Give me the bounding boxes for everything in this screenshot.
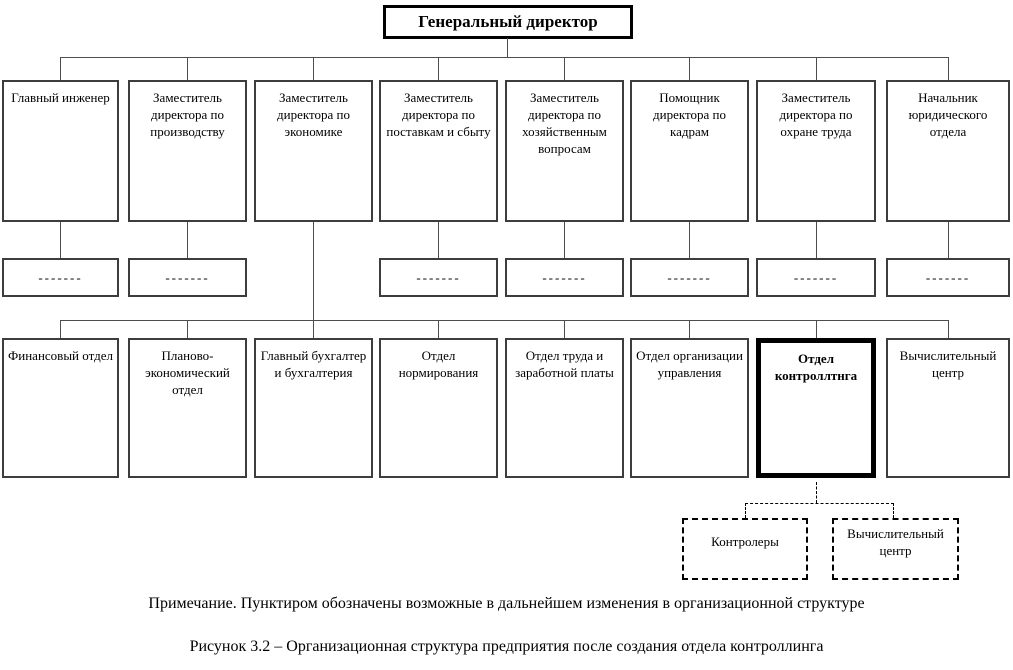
node-label: Отдел организации управления	[636, 348, 743, 381]
node-label: Отдел контроллтнга	[774, 351, 858, 384]
node-management-org-dept	[630, 338, 749, 478]
node-planning-economics-dept	[128, 338, 247, 478]
connector	[313, 57, 314, 80]
connector	[816, 320, 817, 338]
node-label: Отдел труда и заработной платы	[515, 348, 614, 381]
node-label: Заместитель директора по хозяйственным вопросам	[522, 90, 607, 157]
node-finance-dept	[2, 338, 119, 478]
placeholder-label: -------	[38, 269, 83, 285]
node-label: Заместитель директора по поставкам и сбыту	[386, 90, 491, 140]
placeholder-label: -------	[165, 269, 210, 285]
node-planned-controllers	[682, 518, 808, 580]
connector	[60, 320, 61, 338]
connector	[60, 320, 948, 321]
node-planned-computing-center	[832, 518, 959, 580]
connector	[689, 222, 690, 258]
node-general-director	[383, 5, 633, 39]
node-deputy-economics	[254, 80, 373, 222]
dashed-connector	[745, 503, 894, 504]
placeholder-box	[505, 258, 624, 297]
node-label: Отдел нормирования	[398, 348, 479, 381]
node-label: Помощник директора по кадрам	[653, 90, 726, 140]
dashed-connector	[816, 482, 817, 503]
connector	[313, 320, 314, 338]
connector	[438, 320, 439, 338]
placeholder-box	[630, 258, 749, 297]
node-label: Финансовый отдел	[8, 348, 113, 363]
connector	[187, 222, 188, 258]
connector	[60, 57, 948, 58]
node-label: Контролеры	[711, 534, 779, 549]
dashed-connector	[745, 503, 746, 518]
placeholder-box	[756, 258, 876, 297]
node-label: Главный бухгалтер и бухгалтерия	[260, 348, 367, 381]
node-assistant-hr	[630, 80, 749, 222]
node-chief-accountant	[254, 338, 373, 478]
connector	[689, 57, 690, 80]
node-head-legal	[886, 80, 1010, 222]
node-label: Вычислительный центр	[899, 348, 997, 381]
node-label: Планово-экономический отдел	[145, 348, 230, 398]
connector	[816, 222, 817, 258]
node-chief-engineer	[2, 80, 119, 222]
placeholder-label: -------	[667, 269, 712, 285]
placeholder-label: -------	[925, 269, 971, 285]
connector	[313, 222, 314, 320]
placeholder-label: -------	[416, 269, 461, 285]
node-label: Заместитель директора по экономике	[277, 90, 350, 140]
placeholder-label: -------	[542, 269, 587, 285]
node-deputy-labor-safety	[756, 80, 876, 222]
connector	[438, 57, 439, 80]
footnote: Примечание. Пунктиром обозначены возможные в дальнейшем изменения в организационной структуре	[148, 595, 865, 612]
connector	[564, 57, 565, 80]
connector	[948, 57, 949, 80]
node-label: Генеральный директор	[418, 12, 598, 31]
placeholder-label: -------	[793, 269, 839, 285]
connector	[948, 222, 949, 258]
connector	[564, 320, 565, 338]
placeholder-box	[379, 258, 498, 297]
connector	[187, 320, 188, 338]
connector	[187, 57, 188, 80]
connector	[948, 320, 949, 338]
connector	[564, 222, 565, 258]
node-label: Главный инженер	[11, 90, 110, 105]
node-computing-center	[886, 338, 1010, 478]
connector	[507, 38, 508, 57]
node-labor-wages-dept	[505, 338, 624, 478]
node-rationing-dept	[379, 338, 498, 478]
figure-caption: Рисунок 3.2 – Организационная структура предприятия после создания отдела контроллинга	[189, 638, 824, 655]
connector	[60, 57, 61, 80]
connector	[689, 320, 690, 338]
placeholder-box	[886, 258, 1010, 297]
placeholder-box	[2, 258, 119, 297]
node-deputy-supply-sales	[379, 80, 498, 222]
node-controlling-dept	[756, 338, 876, 478]
node-label: Вычислительный центр	[847, 526, 944, 559]
node-label: Заместитель директора по охране труда	[779, 90, 853, 140]
dashed-connector	[893, 503, 894, 518]
connector	[438, 222, 439, 258]
node-deputy-production	[128, 80, 247, 222]
connector	[60, 222, 61, 258]
connector	[816, 57, 817, 80]
placeholder-box	[128, 258, 247, 297]
node-label: Начальник юридического отдела	[908, 90, 988, 140]
node-label: Заместитель директора по производству	[150, 90, 225, 140]
node-deputy-household	[505, 80, 624, 222]
